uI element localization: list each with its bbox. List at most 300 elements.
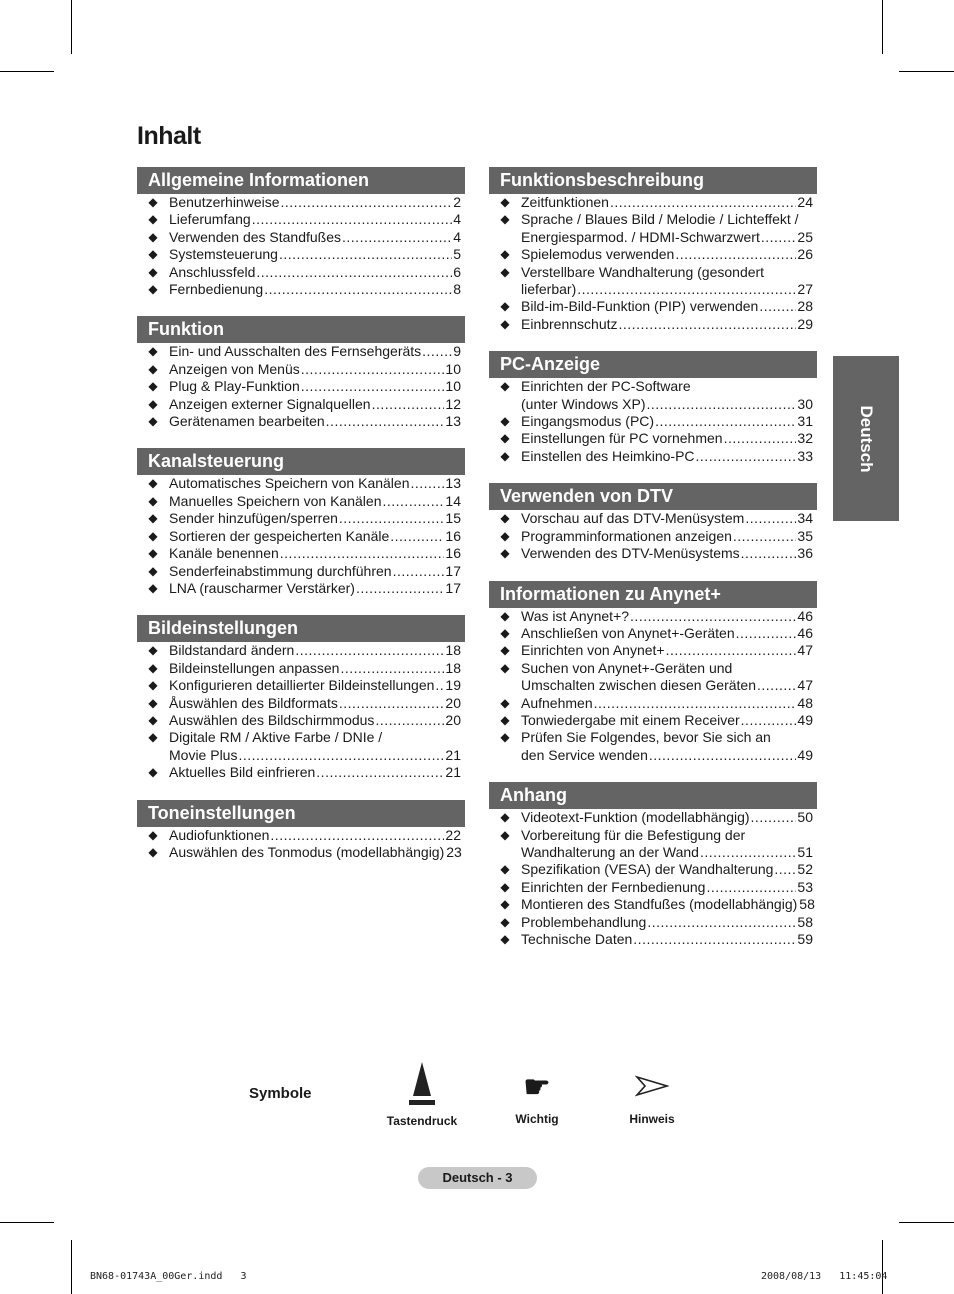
diamond-bullet-icon: ◆	[500, 932, 510, 946]
diamond-bullet-icon: ◆	[500, 827, 510, 842]
dot-leader	[375, 712, 444, 729]
toc-page-number: 47	[797, 677, 813, 694]
toc-entry-text: (unter Windows XP)	[521, 395, 646, 412]
toc-entry[interactable]	[489, 194, 813, 211]
toc-list	[489, 608, 817, 765]
toc-entry[interactable]	[137, 764, 461, 781]
toc-entry[interactable]	[489, 809, 813, 826]
toc-entry-text: Senderfeinabstimmung durchführen	[169, 562, 392, 579]
toc-entry[interactable]	[137, 343, 461, 360]
dot-leader	[594, 695, 797, 712]
toc-page-number: 27	[797, 281, 813, 298]
dot-leader	[706, 879, 796, 896]
toc-entry[interactable]	[137, 528, 461, 545]
dot-leader	[301, 378, 445, 395]
toc-page-number: 14	[445, 492, 461, 509]
toc-entry[interactable]	[137, 211, 461, 228]
side-tab-label: Deutsch	[857, 404, 876, 473]
diamond-bullet-icon: ◆	[148, 546, 158, 561]
toc-entry[interactable]	[489, 448, 813, 465]
toc-entry-text: Manuelles Speichern von Kanälen	[169, 492, 382, 509]
toc-entry-text: Sender hinzufügen/sperren	[169, 510, 338, 527]
toc-entry-text: Anzeigen von Menüs	[169, 360, 300, 377]
toc-page-number: 25	[797, 228, 813, 245]
diamond-bullet-icon: ◆	[148, 476, 158, 491]
toc-entry-text: Tonwiedergabe mit einem Receiver	[521, 711, 740, 728]
language-side-tab	[833, 356, 899, 521]
toc-entry-text: Einstellen des Heimkino-PC	[521, 447, 695, 464]
toc-page-number: 2	[453, 194, 461, 210]
toc-page-number: 18	[445, 659, 461, 676]
dot-leader	[741, 712, 797, 729]
toc-page-number: 49	[797, 746, 813, 763]
toc-entry-text: Montieren des Standfußes (modellabhängig)	[521, 896, 798, 913]
symbol-label: Hinweis	[629, 1112, 675, 1126]
toc-entry[interactable]	[137, 246, 461, 263]
toc-entry-text: Verwenden des DTV-Menüsystems	[521, 545, 740, 562]
toc-page-number: 20	[445, 694, 461, 711]
toc-entry-text: Bild-im-Bild-Funktion (PIP) verwenden	[521, 298, 759, 315]
toc-page-number: 6	[453, 263, 461, 280]
pointing-hand-icon: ☛	[523, 1071, 551, 1104]
dot-leader	[774, 861, 796, 878]
toc-entry-text: Videotext-Funktion (modellabhängig)	[521, 809, 750, 826]
toc-entry-text: Verwenden des Standfußes	[169, 228, 342, 245]
dot-leader	[666, 642, 797, 659]
crop-mark	[899, 71, 954, 72]
toc-entry[interactable]	[489, 861, 813, 878]
toc-entry[interactable]	[137, 642, 461, 659]
toc-entry[interactable]	[489, 430, 813, 447]
toc-entry-text: Spielemodus verwenden	[521, 246, 675, 263]
diamond-bullet-icon: ◆	[500, 695, 510, 710]
toc-entry[interactable]	[137, 827, 461, 844]
toc-entry-text: Suchen von Anynet+-Geräten und	[521, 659, 733, 676]
diamond-bullet-icon: ◆	[500, 643, 510, 658]
toc-entry-text: Vorschau auf das DTV-Menüsystem	[521, 510, 745, 527]
diamond-bullet-icon: ◆	[500, 897, 510, 912]
toc-entry[interactable]	[137, 563, 461, 580]
toc-page-number: 33	[797, 447, 813, 464]
toc-entry-text: Aktuelles Bild einfrieren	[169, 764, 316, 781]
toc-entry[interactable]	[137, 660, 461, 677]
dot-leader	[577, 281, 796, 298]
diamond-bullet-icon: ◆	[148, 247, 158, 262]
diamond-bullet-icon: ◆	[148, 396, 158, 411]
toc-page-number: 4	[453, 228, 461, 245]
diamond-bullet-icon: ◆	[148, 844, 158, 859]
toc-list	[137, 343, 465, 430]
crop-mark	[71, 0, 72, 54]
toc-entry-text: Ein- und Ausschalten des Fernsehgeräts	[169, 343, 422, 360]
diamond-bullet-icon: ◆	[148, 229, 158, 244]
toc-entry-text: Bildstandard ändern	[169, 642, 295, 659]
toc-page-number: 4	[453, 211, 461, 228]
diamond-bullet-icon: ◆	[148, 493, 158, 508]
toc-entry-text: Technische Daten	[521, 931, 633, 947]
toc-entry-text: Aufnehmen	[521, 694, 593, 711]
diamond-bullet-icon: ◆	[148, 361, 158, 376]
dot-leader	[279, 246, 452, 263]
diamond-bullet-icon: ◆	[148, 563, 158, 578]
dot-leader	[339, 695, 445, 712]
dot-leader	[372, 396, 445, 413]
dot-leader	[238, 747, 444, 764]
diamond-bullet-icon: ◆	[500, 431, 510, 446]
section-header: Toneinstellungen	[137, 800, 465, 827]
toc-entry-text: Systemsteuerung	[169, 246, 278, 263]
toc-page-number: 49	[797, 711, 813, 728]
toc-entry[interactable]	[489, 528, 813, 545]
dot-leader	[646, 396, 796, 413]
toc-entry[interactable]	[137, 396, 461, 413]
toc-entry-text: Vorbereitung für die Befestigung der	[521, 826, 746, 843]
section-header: Funktionsbeschreibung	[489, 167, 817, 194]
diamond-bullet-icon: ◆	[148, 511, 158, 526]
diamond-bullet-icon: ◆	[148, 695, 158, 710]
toc-entry-text: Sortieren der gespeicherten Kanäle	[169, 527, 390, 544]
toc-entry-text: Movie Plus	[169, 746, 238, 763]
toc-page-number: 23	[446, 843, 462, 860]
dot-leader	[757, 677, 796, 694]
diamond-bullet-icon: ◆	[148, 765, 158, 780]
diamond-bullet-icon: ◆	[500, 625, 510, 640]
symbols-label: Symbole	[249, 1085, 312, 1102]
section-header: Bildeinstellungen	[137, 615, 465, 642]
toc-page-number: 28	[797, 298, 813, 315]
dot-leader	[326, 413, 445, 430]
toc-entry[interactable]	[489, 625, 813, 642]
toc-entry-text: Digitale RM / Aktive Farbe / DNIe /	[169, 729, 383, 746]
toc-entry-text: Spezifikation (VESA) der Wandhalterung	[521, 861, 774, 878]
toc-entry[interactable]	[137, 510, 461, 527]
diamond-bullet-icon: ◆	[148, 660, 158, 675]
toc-entry[interactable]	[137, 475, 461, 492]
toc-page-number: 17	[445, 562, 461, 579]
toc-page-number: 32	[797, 430, 813, 447]
diamond-bullet-icon: ◆	[500, 195, 510, 209]
toc-entry-text: den Service wenden	[521, 746, 648, 763]
toc-list	[489, 809, 817, 948]
crop-mark	[0, 1222, 54, 1223]
toc-entry[interactable]	[137, 677, 461, 694]
symbol-important	[497, 1068, 577, 1126]
dot-leader	[761, 229, 797, 246]
diamond-bullet-icon: ◆	[500, 448, 510, 463]
section-header: Anhang	[489, 782, 817, 809]
toc-entry-text: Lieferumfang	[169, 211, 251, 228]
toc-page-number: 21	[445, 746, 461, 763]
toc-entry[interactable]	[489, 378, 813, 413]
toc-entry[interactable]	[489, 211, 813, 246]
diamond-bullet-icon: ◆	[500, 528, 510, 543]
toc-entry[interactable]	[137, 413, 461, 430]
toc-entry[interactable]	[137, 229, 461, 246]
toc-entry[interactable]	[489, 510, 813, 527]
toc-entry[interactable]	[489, 879, 813, 896]
toc-page-number: 29	[797, 315, 813, 332]
diamond-bullet-icon: ◆	[500, 712, 510, 727]
dot-leader	[281, 194, 453, 211]
toc-page-number: 30	[797, 395, 813, 412]
toc-list	[137, 827, 465, 862]
dot-leader	[647, 914, 796, 931]
toc-page-number: 34	[797, 510, 813, 527]
dot-leader	[356, 580, 444, 597]
toc-page-number: 9	[453, 343, 461, 360]
toc-entry-text: Kanäle benennen	[169, 545, 279, 562]
diamond-bullet-icon: ◆	[500, 316, 510, 331]
diamond-bullet-icon: ◆	[148, 712, 158, 727]
symbol-label: Tastendruck	[386, 1114, 458, 1128]
section-header: Allgemeine Informationen	[137, 167, 465, 194]
toc-entry-text: Prüfen Sie Folgendes, bevor Sie sich an	[521, 729, 771, 746]
toc-entry[interactable]	[489, 695, 813, 712]
dot-leader	[655, 413, 796, 430]
toc-entry-text: Anschließen von Anynet+-Geräten	[521, 624, 735, 641]
toc-entry[interactable]	[489, 931, 813, 948]
crop-mark	[71, 1240, 72, 1294]
toc-entry-text: Einstellungen für PC vornehmen	[521, 430, 723, 447]
section-header: Verwenden von DTV	[489, 483, 817, 510]
dot-leader	[280, 545, 445, 562]
toc-entry[interactable]	[137, 361, 461, 378]
page-title: Inhalt	[137, 122, 201, 150]
toc-right-column	[489, 167, 817, 966]
diamond-bullet-icon: ◆	[148, 212, 158, 227]
dot-leader	[393, 563, 445, 580]
arrow-icon	[635, 1074, 669, 1098]
toc-entry-text: Anzeigen externer Signalquellen	[169, 395, 371, 412]
dot-leader	[252, 211, 452, 228]
toc-entry[interactable]	[489, 896, 813, 913]
toc-page-number: 53	[797, 878, 813, 895]
dot-leader	[435, 677, 444, 694]
dot-leader	[342, 229, 452, 246]
toc-entry[interactable]	[489, 642, 813, 659]
toc-entry[interactable]	[137, 712, 461, 729]
dot-leader	[316, 764, 444, 781]
symbol-press	[382, 1060, 462, 1128]
dot-leader	[733, 528, 797, 545]
diamond-bullet-icon: ◆	[148, 528, 158, 543]
toc-entry[interactable]	[489, 827, 813, 862]
dot-leader	[633, 931, 796, 948]
toc-page-number: 10	[445, 360, 461, 377]
toc-list	[489, 194, 817, 333]
toc-entry-text: Bildeinstellungen anpassen	[169, 659, 340, 676]
toc-entry[interactable]	[137, 264, 461, 281]
toc-entry[interactable]	[489, 545, 813, 562]
toc-entry[interactable]	[489, 298, 813, 315]
crop-mark	[899, 1222, 954, 1223]
dot-leader	[759, 298, 796, 315]
toc-list	[489, 378, 817, 465]
toc-entry-text: Anschlussfeld	[169, 263, 256, 280]
toc-list	[137, 642, 465, 781]
toc-page-number: 31	[797, 413, 813, 430]
toc-page-number: 58	[797, 913, 813, 930]
toc-page-number: 19	[445, 677, 461, 694]
toc-entry-text: Auswählen des Tonmodus (modellabhängig)	[169, 843, 445, 860]
toc-entry[interactable]	[489, 264, 813, 299]
toc-entry[interactable]	[489, 914, 813, 931]
toc-page-number: 18	[445, 642, 461, 659]
toc-page-number: 16	[445, 545, 461, 562]
toc-page-number: 12	[445, 395, 461, 412]
toc-page-number: 59	[797, 931, 813, 947]
toc-entry[interactable]	[137, 493, 461, 510]
crop-mark	[0, 71, 54, 72]
toc-section	[137, 316, 465, 430]
dot-leader	[696, 448, 797, 465]
diamond-bullet-icon: ◆	[500, 730, 510, 745]
toc-entry[interactable]	[489, 712, 813, 729]
dot-leader	[619, 316, 797, 333]
diamond-bullet-icon: ◆	[148, 344, 158, 359]
toc-entry[interactable]	[489, 246, 813, 263]
toc-entry-text: Audiofunktionen	[169, 826, 270, 843]
toc-entry-text: Problembehandlung	[521, 913, 647, 930]
diamond-bullet-icon: ◆	[500, 608, 510, 623]
toc-left-column	[137, 167, 465, 879]
toc-entry-text: lieferbar)	[521, 281, 577, 298]
toc-page-number: 20	[445, 711, 461, 728]
diamond-bullet-icon: ◆	[500, 862, 510, 877]
symbol-note	[612, 1074, 692, 1126]
toc-entry[interactable]	[137, 194, 461, 211]
dot-leader	[649, 747, 797, 764]
toc-entry[interactable]	[489, 413, 813, 430]
diamond-bullet-icon: ◆	[148, 195, 158, 209]
toc-page-number: 24	[797, 194, 813, 210]
dot-leader	[724, 430, 797, 447]
toc-page-number: 47	[797, 642, 813, 659]
diamond-bullet-icon: ◆	[500, 914, 510, 929]
diamond-bullet-icon: ◆	[148, 580, 158, 595]
dot-leader	[745, 510, 796, 527]
dot-leader	[382, 493, 444, 510]
toc-entry[interactable]	[137, 844, 461, 861]
print-timestamp: 2008/08/13 11:45:04	[761, 1271, 888, 1282]
toc-entry[interactable]	[489, 316, 813, 333]
toc-page-number: 52	[797, 861, 813, 878]
toc-page-number: 16	[445, 527, 461, 544]
section-header: Kanalsteuerung	[137, 448, 465, 475]
toc-entry-text: Eingangsmodus (PC)	[521, 413, 655, 430]
toc-section	[137, 800, 465, 862]
dot-leader	[700, 844, 796, 861]
diamond-bullet-icon: ◆	[148, 678, 158, 693]
press-icon	[407, 1060, 437, 1108]
toc-entry-text: Verstellbare Wandhalterung (gesondert	[521, 263, 765, 280]
toc-page-number: 46	[797, 607, 813, 624]
diamond-bullet-icon: ◆	[500, 879, 510, 894]
dot-leader	[741, 545, 797, 562]
crop-mark	[882, 0, 883, 54]
toc-section	[489, 782, 817, 948]
toc-entry-text: Umschalten zwischen diesen Geräten	[521, 677, 757, 694]
dot-leader	[270, 827, 444, 844]
diamond-bullet-icon: ◆	[500, 264, 510, 279]
section-header: PC-Anzeige	[489, 351, 817, 378]
dot-leader	[630, 608, 796, 625]
toc-entry-text: Sprache / Blaues Bild / Melodie / Lichteffekt /	[521, 211, 799, 228]
toc-list	[137, 194, 465, 298]
dot-leader	[610, 194, 796, 211]
toc-entry[interactable]	[137, 695, 461, 712]
toc-page-number: 5	[453, 246, 461, 263]
diamond-bullet-icon: ◆	[148, 282, 158, 297]
toc-section	[489, 167, 817, 333]
dot-leader	[410, 475, 444, 492]
toc-entry-text: LNA (rauscharmer Verstärker)	[169, 579, 355, 596]
diamond-bullet-icon: ◆	[500, 414, 510, 429]
toc-entry[interactable]	[137, 545, 461, 562]
toc-page-number: 22	[445, 826, 461, 843]
page-number-badge: Deutsch - 3	[418, 1167, 537, 1189]
toc-entry-text: Programminformationen anzeigen	[521, 527, 732, 544]
toc-page-number: 8	[453, 281, 461, 298]
toc-page-number: 15	[445, 510, 461, 527]
toc-entry[interactable]	[489, 660, 813, 695]
toc-page-number: 35	[797, 527, 813, 544]
toc-entry[interactable]	[489, 729, 813, 764]
toc-entry-text: Einrichten der Fernbedienung	[521, 878, 706, 895]
toc-entry-text: Einrichten der PC-Software	[521, 378, 691, 395]
toc-list	[489, 510, 817, 562]
toc-entry[interactable]	[137, 729, 461, 764]
dot-leader	[339, 510, 445, 527]
dot-leader	[301, 361, 445, 378]
toc-entry-text: Wandhalterung an der Wand	[521, 843, 699, 860]
toc-entry-text: Gerätenamen bearbeiten	[169, 413, 325, 430]
toc-section	[137, 615, 465, 781]
diamond-bullet-icon: ◆	[500, 546, 510, 561]
toc-section	[489, 581, 817, 765]
toc-entry-text: Einbrennschutz	[521, 315, 618, 332]
toc-page-number: 17	[445, 579, 461, 596]
diamond-bullet-icon: ◆	[148, 379, 158, 394]
dot-leader	[256, 264, 452, 281]
toc-page-number: 36	[797, 545, 813, 562]
toc-page-number: 10	[445, 378, 461, 395]
diamond-bullet-icon: ◆	[500, 212, 510, 227]
toc-page-number: 50	[797, 809, 813, 826]
toc-entry[interactable]	[137, 580, 461, 597]
diamond-bullet-icon: ◆	[500, 660, 510, 675]
toc-page-number: 26	[797, 246, 813, 263]
diamond-bullet-icon: ◆	[500, 379, 510, 394]
section-header: Informationen zu Anynet+	[489, 581, 817, 608]
toc-entry[interactable]	[489, 608, 813, 625]
toc-section	[489, 483, 817, 562]
toc-entry[interactable]	[137, 378, 461, 395]
crop-mark	[882, 1240, 883, 1294]
toc-entry-text: Konfigurieren detaillierter Bildeinstellungen	[169, 677, 435, 694]
toc-entry[interactable]	[137, 281, 461, 298]
dot-leader	[340, 660, 444, 677]
toc-page-number: 48	[797, 694, 813, 711]
diamond-bullet-icon: ◆	[148, 643, 158, 658]
diamond-bullet-icon: ◆	[500, 299, 510, 314]
diamond-bullet-icon: ◆	[148, 730, 158, 745]
toc-section	[489, 351, 817, 465]
toc-page-number: 46	[797, 624, 813, 641]
diamond-bullet-icon: ◆	[500, 247, 510, 262]
toc-entry-text: Automatisches Speichern von Kanälen	[169, 475, 410, 492]
toc-section	[137, 448, 465, 597]
